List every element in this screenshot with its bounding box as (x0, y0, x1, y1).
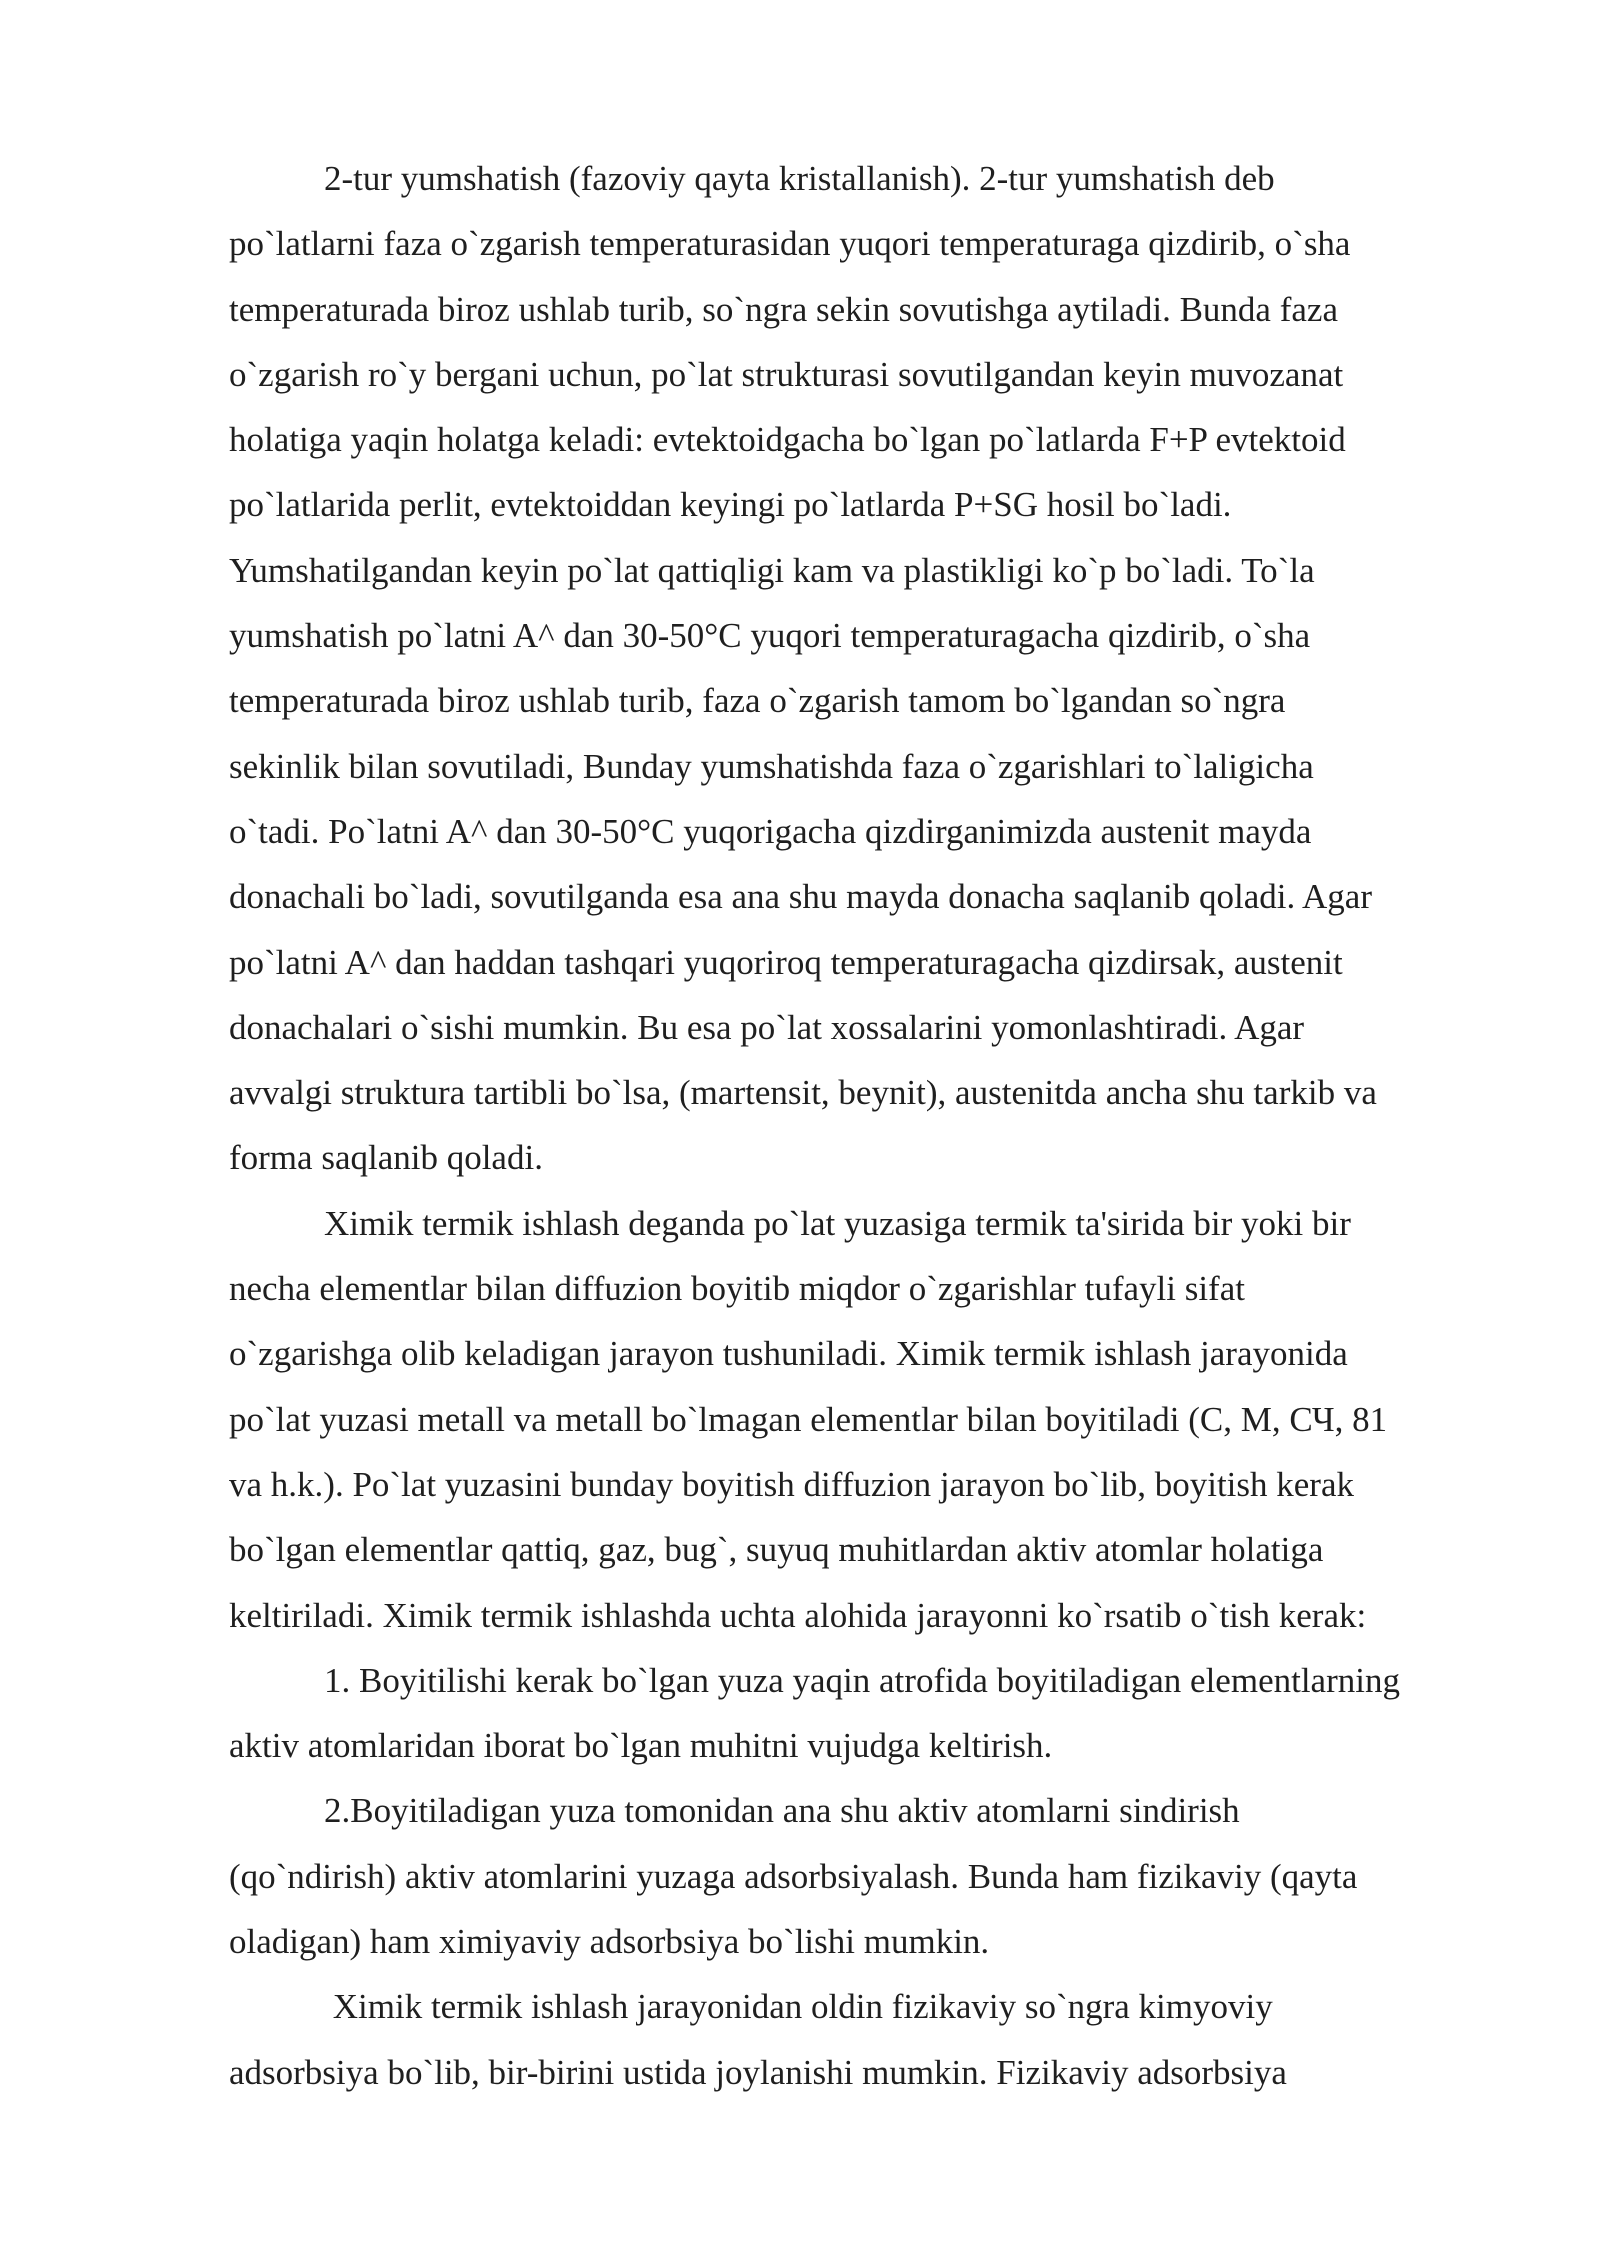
text-line: 2.Boyitiladigan yuza tomonidan ana shu aktiv atomlarni sindirish (324, 1791, 1240, 1831)
text-line: aktiv atomlaridan iborat bo`lgan muhitni vujudga keltirish. (229, 1726, 1053, 1766)
text-line: donachalari o`sishi mumkin. Bu esa po`lat xossalarini yomonlashtiradi. Agar (229, 1007, 1305, 1047)
text-line: oladigan) ham ximiyaviy adsorbsiya bo`lishi mumkin. (229, 1922, 990, 1962)
text-line: forma saqlanib qoladi. (229, 1138, 543, 1178)
text-line: po`latni A^ dan haddan tashqari yuqoriroq temperaturagacha qizdirsak, austenit (229, 942, 1343, 982)
text-line: va h.k.). Po`lat yuzasini bunday boyitish diffuzion jarayon bo`lib, boyitish kerak (229, 1464, 1354, 1504)
text-line: temperaturada biroz ushlab turib, faza o`zgarish tamom bo`lgandan so`ngra (229, 681, 1286, 721)
list-item-2 (229, 1778, 1489, 1974)
text-line: bo`lgan elementlar qattiq, gaz, bug`, suyuq muhitlardan aktiv atomlar holatiga (229, 1530, 1324, 1570)
document-body (229, 146, 1489, 2105)
paragraph-adsorption (229, 1974, 1489, 2105)
text-line: yumshatish po`latni A^ dan 30-50°C yuqori temperaturagacha qizdirib, o`sha (229, 616, 1311, 656)
paragraph-annealing-type-2 (229, 146, 1489, 1191)
list-item-1 (229, 1648, 1489, 1779)
text-line: necha elementlar bilan diffuzion boyitib miqdor o`zgarishlar tufayli sifat (229, 1269, 1245, 1309)
text-line: temperaturada biroz ushlab turib, so`ngra sekin sovutishga aytiladi. Bunda faza (229, 289, 1338, 329)
text-line: avvalgi struktura tartibli bo`lsa, (martensit, beynit), austenitda ancha shu tarkib va (229, 1073, 1377, 1113)
text-line: sekinlik bilan sovutiladi, Bunday yumshatishda faza o`zgarishlari to`laligicha (229, 746, 1314, 786)
text-line: 1. Boyitilishi kerak bo`lgan yuza yaqin atrofida boyitiladigan elementlarning (324, 1660, 1400, 1700)
text-line: donachali bo`ladi, sovutilganda esa ana shu mayda donacha saqlanib qoladi. Agar (229, 877, 1372, 917)
text-line: 2-tur yumshatish (fazoviy qayta kristallanish). 2-tur yumshatish deb (324, 159, 1275, 198)
text-line: adsorbsiya bo`lib, bir-birini ustida joylanishi mumkin. Fizikaviy adsorbsiya (229, 2052, 1287, 2092)
text-line: holatiga yaqin holatga keladi: evtektoidgacha bo`lgan po`latlarda F+P evtektoid (229, 420, 1346, 460)
text-line: o`tadi. Po`latni A^ dan 30-50°C yuqorigacha qizdirganimizda austenit mayda (229, 811, 1312, 851)
text-line: po`latlarni faza o`zgarish temperaturasidan yuqori temperaturaga qizdirib, o`sha (229, 224, 1351, 264)
text-line: o`zgarish ro`y bergani uchun, po`lat strukturasi sovutilgandan keyin muvozanat (229, 354, 1344, 394)
text-line: po`latlarida perlit, evtektoiddan keyingi po`latlarda P+SG hosil bo`ladi. (229, 485, 1232, 525)
text-line: po`lat yuzasi metall va metall bo`lmagan elementlar bilan boyitiladi (C, M, СЧ, 81 (229, 1399, 1388, 1439)
text-line: o`zgarishga olib keladigan jarayon tushuniladi. Ximik termik ishlash jarayonida (229, 1334, 1348, 1374)
text-line: Ximik termik ishlash jarayonidan oldin fizikaviy so`ngra kimyoviy (324, 1987, 1273, 2027)
text-line: keltiriladi. Ximik termik ishlashda uchta alohida jarayonni ko`rsatib o`tish kerak: (229, 1595, 1367, 1635)
paragraph-chemical-thermal-treatment (229, 1191, 1489, 1648)
text-line: (qo`ndirish) aktiv atomlarini yuzaga adsorbsiyalash. Bunda ham fizikaviy (qayta (229, 1856, 1358, 1896)
text-line: Ximik termik ishlash deganda po`lat yuzasiga termik ta'sirida bir yoki bir (324, 1203, 1351, 1243)
text-line: Yumshatilgandan keyin po`lat qattiqligi kam va plastikligi ko`p bo`ladi. To`la (229, 550, 1315, 590)
